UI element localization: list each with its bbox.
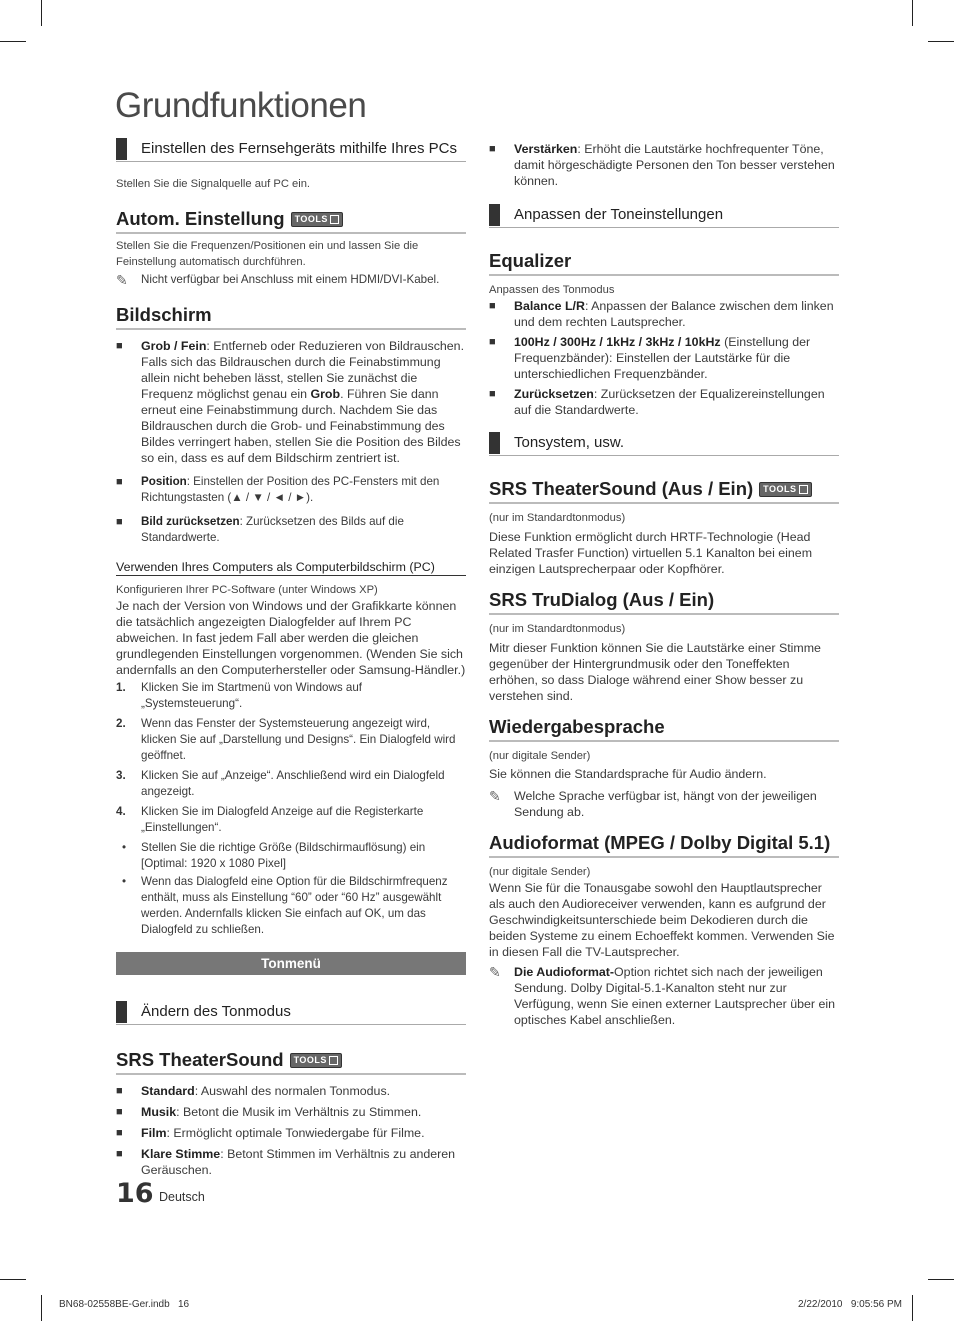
heading-wiedergabesprache: Wiedergabesprache xyxy=(489,716,839,742)
trudialog-text: Mitr dieser Funktion können Sie die Lautstärke einer Stimme gegenüber der Hintergrundmusik oder den Toneffekten erhöhen, so dass Dialoge während einer Show besser zu verstehen sind. xyxy=(489,641,821,703)
page-title: Grundfunktionen xyxy=(115,86,367,125)
left-column xyxy=(116,138,466,1178)
heading-screen: Bildschirm xyxy=(116,304,466,330)
dot-bullet-icon: • xyxy=(122,841,127,854)
section-heading-tonmodus: Ändern des Tonmodus xyxy=(116,1001,466,1025)
srs-theater-text: Diese Funktion ermöglicht durch HRTF-Technologie (Head Related Trasfer Function) virtuellen 5.1 Kanalton bei einem einzigen Lautsprecherpaar oder Kopfhörer. xyxy=(489,530,813,576)
list-item: ■ Musik: Betont die Musik im Verhältnis zu Stimmen. xyxy=(116,1105,422,1119)
crop-mark xyxy=(0,41,26,42)
list-item: 3. Klicken Sie auf „Anzeige“. Anschließend wird ein Dialogfeld angezeigt. xyxy=(116,769,445,798)
list-item: ■ Zurücksetzen: Zurücksetzen der Equalizereinstellungen auf die Standardwerte. xyxy=(489,387,825,417)
square-bullet-icon: ■ xyxy=(489,300,496,312)
pencil-icon: ✎ xyxy=(116,272,128,288)
wiedergabe-text: Sie können die Standardsprache für Audio ändern. xyxy=(489,767,767,781)
list-item: 4. Klicken Sie im Dialogfeld Anzeige auf die Registerkarte „Einstellungen“. xyxy=(116,805,424,834)
crop-mark xyxy=(0,1279,26,1280)
square-bullet-icon: ■ xyxy=(489,143,496,155)
auto-setting-note: ✎ Nicht verfügbar bei Anschluss mit einem HDMI/DVI-Kabel. xyxy=(116,272,440,288)
list-item: ■ Grob / Fein: Entferneb oder Reduzieren von Bildrauschen. Falls sich das Bildrauschen durch die Feinabstimmung allein nicht beheben lässt, stellen Sie zunächst die Frequenz möglichst genau ein Grob. Führen Sie dann erneut eine Feinabstimmung durch. Nachdem Sie das Bildrauschen durch die Grob- und Feinabstimmung des Bildes verringert haben, stellen Sie die Position des Bildes so ein, dass es auf dem Bildschirm zentriert ist. xyxy=(116,339,465,465)
heading-auto-setting-label: Autom. Einstellung xyxy=(116,208,285,229)
pc-intro: Stellen Sie die Signalquelle auf PC ein. xyxy=(116,178,311,190)
auto-setting-text: Stellen Sie die Frequenzen/Positionen ein und lassen Sie die Feinstellung automatisch durchführen. xyxy=(116,240,419,268)
square-bullet-icon: ■ xyxy=(489,388,496,400)
condition-text: (nur digitale Sender) xyxy=(489,866,591,878)
page-number: 16 xyxy=(116,1178,154,1209)
heading-trudialog: SRS TruDialog (Aus / Ein) xyxy=(489,589,839,615)
heading-computer: Verwenden Ihres Computers als Computerbildschirm (PC) xyxy=(116,560,466,576)
section-heading-toneinstellungen: Anpassen der Toneinstellungen xyxy=(489,204,839,228)
list-item: ■ Position: Einstellen der Position des PC-Fensters mit den Richtungstasten (▲ / ▼ / ◄ / ►). xyxy=(116,475,440,504)
heading-srs-theatersound-onoff: SRS TheaterSound (Aus / Ein) TOOLS xyxy=(489,478,839,504)
wiedergabe-note: ✎ Welche Sprache verfügbar ist, hängt von der jeweiligen Sendung ab. xyxy=(489,788,817,819)
square-bullet-icon: ■ xyxy=(116,1085,123,1097)
computer-line1: Konfigurieren Ihrer PC-Software (unter Windows XP) xyxy=(116,584,378,596)
square-bullet-icon: ■ xyxy=(116,516,123,528)
pencil-icon: ✎ xyxy=(489,964,501,980)
square-bullet-icon: ■ xyxy=(489,336,496,348)
list-item: • Wenn das Dialogfeld eine Option für die Bildschirmfrequenz enthält, muss als Einstellung “60” oder “60 Hz” ausgewählt werden. Andernfalls klicken Sie einfach auf OK, um das Dialogfeld zu schließen. xyxy=(116,874,466,938)
section-heading-pc: Einstellen des Fernsehgeräts mithilfe Ihres PCs xyxy=(116,138,466,162)
pencil-icon: ✎ xyxy=(489,788,501,804)
crop-mark xyxy=(912,1295,913,1321)
footer-file: BN68-02558BE-Ger.indb 16 xyxy=(59,1299,190,1310)
list-item: ■ Bild zurücksetzen: Zurücksetzen des Bilds auf die Standardwerte. xyxy=(116,515,404,544)
section-banner: Tonmenü xyxy=(116,952,466,975)
list-item: ■ Balance L/R: Anpassen der Balance zwischen dem linken und dem rechten Lautsprecher. xyxy=(489,299,834,329)
heading-audioformat: Audioformat (MPEG / Dolby Digital 5.1) xyxy=(489,832,839,858)
tools-icon: TOOLS xyxy=(291,212,343,227)
condition-text: (nur digitale Sender) xyxy=(489,750,591,762)
crop-mark xyxy=(912,0,913,26)
dot-bullet-icon: • xyxy=(122,875,127,888)
section-heading-tonsystem: Tonsystem, usw. xyxy=(489,432,839,456)
heading-auto-setting xyxy=(116,208,466,234)
tools-icon: TOOLS xyxy=(290,1053,342,1068)
equalizer-intro: Anpassen des Tonmodus xyxy=(489,284,615,296)
crop-mark xyxy=(41,1295,42,1321)
list-item: ■ Standard: Auswahl des normalen Tonmodus. xyxy=(116,1084,391,1098)
tools-icon: TOOLS xyxy=(759,482,811,497)
list-item: ■ Film: Ermöglicht optimale Tonwiedergabe für Filme. xyxy=(116,1126,425,1140)
heading-srs-theatersound: SRS TheaterSound TOOLS xyxy=(116,1049,466,1075)
heading-equalizer: Equalizer xyxy=(489,250,839,276)
square-bullet-icon: ■ xyxy=(116,1148,123,1160)
right-column xyxy=(489,141,839,1028)
audioformat-text: Wenn Sie für die Tonausgabe sowohl den Hauptlautsprecher als auch den Audioreceiver verwenden, kann es aufgrund der Geschwindigkeitsunterschiede beim Dekodieren durch die beiden Systeme zu einem Echoeffekt kommen. Verwenden Sie in diesen Fall die TV-Lautsprecher. xyxy=(489,881,835,959)
square-bullet-icon: ■ xyxy=(116,1106,123,1118)
crop-mark xyxy=(928,1279,954,1280)
crop-mark xyxy=(928,41,954,42)
square-bullet-icon: ■ xyxy=(116,340,123,352)
page-language: Deutsch xyxy=(159,1190,205,1204)
list-item: ■ 100Hz / 300Hz / 1kHz / 3kHz / 10kHz (Einstellung der Frequenzbänder): Einstellen der Lautstärke für die unterschiedlichen Frequenzbänder. xyxy=(489,335,811,381)
crop-mark xyxy=(41,0,42,26)
list-item: ■ Verstärken: Erhöht die Lautstärke hochfrequenter Töne, damit hörgeschädigte Personen den Ton besser verstehen können. xyxy=(489,142,835,188)
list-item: 2. Wenn das Fenster der Systemsteuerung angezeigt wird, klicken Sie auf „Darstellung und Designs“. Ein Dialogfeld wird geöffnet. xyxy=(116,717,456,762)
footer-timestamp: 2/22/2010 9:05:56 PM xyxy=(798,1299,902,1310)
square-bullet-icon: ■ xyxy=(116,476,123,488)
condition-text: (nur im Standardtonmodus) xyxy=(489,623,626,635)
list-item: • Stellen Sie die richtige Größe (Bildschirmauflösung) ein [Optimal: 1920 x 1080 Pixel] xyxy=(116,840,466,872)
computer-line2: Je nach der Version von Windows und der Grafikkarte können die tatsächlich angezeigten Dialogfelder auf Ihrem PC abweichen. In fast jedem Fall aber werden die gleichen grundlegenden Einstellungen vorgenommen. (Wenden Sie sich andernfalls an den Computerhersteller oder Samsung-Händler.) xyxy=(116,599,466,677)
audioformat-note: ✎ Die Audioformat-Option richtet sich nach der jeweiligen Sendung. Dolby Digital-5.1-Kanalton steht nur zur Verfügung, wenn Sie einen externer Lautsprecher über ein optisches Kabel anschließen. xyxy=(489,964,835,1027)
list-item: ■ Klare Stimme: Betont Stimmen im Verhältnis zu anderen Geräuschen. xyxy=(116,1147,456,1177)
list-item: 1. Klicken Sie im Startmenü von Windows auf „Systemsteuerung“. xyxy=(116,681,363,710)
condition-text: (nur im Standardtonmodus) xyxy=(489,512,626,524)
square-bullet-icon: ■ xyxy=(116,1127,123,1139)
